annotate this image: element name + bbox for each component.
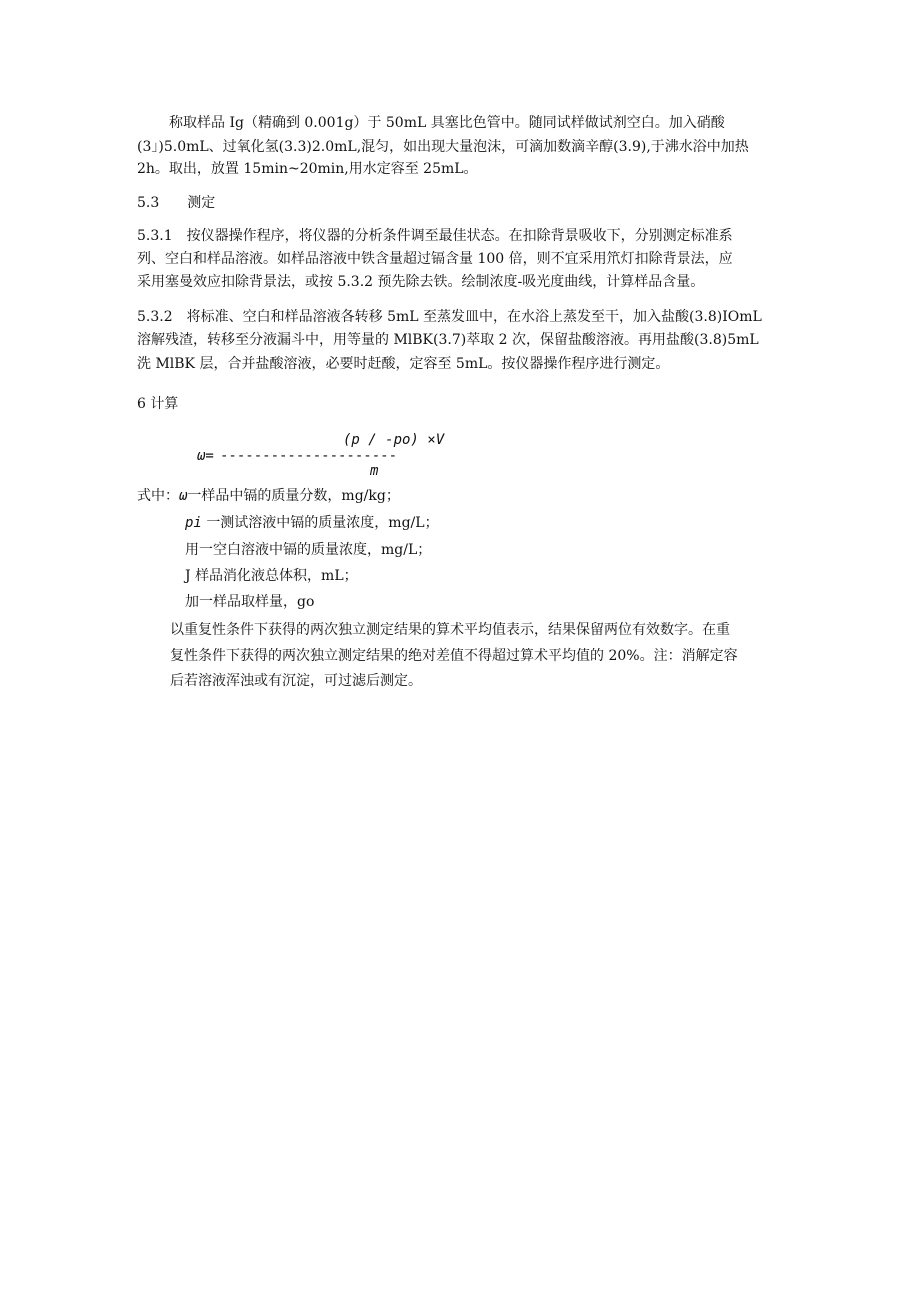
definitions-intro-label: 式中： bbox=[137, 488, 179, 504]
section-5-3-1-line-1: 5.3.1 按仪器操作程序，将仪器的分析条件调至最佳状态。在扣除背景吸收下，分别测定标准系 bbox=[137, 228, 733, 244]
section-6-heading: 6 计算 bbox=[137, 396, 179, 412]
definition-v: J 样品消化液总体积，mL； bbox=[185, 568, 358, 584]
section-5-3-1-line-2: 列、空白和样品溶液。如样品溶液中铁含量超过镉含量 100 倍，则不宜采用笊灯扣除背景法，应 bbox=[137, 251, 733, 267]
section-5-3-2-line-3: 洗 MlBK 层，合并盐酸溶液，必要时赶酸，定容至 5mL。按仪器操作程序进行测定。 bbox=[137, 356, 670, 372]
pi-symbol: pi bbox=[185, 515, 202, 531]
omega-symbol: ω bbox=[179, 488, 188, 504]
section-5-3-2-line-2: 溶解残渣，转移至分液漏斗中，用等量的 MlBK(3.7)萃取 2 次，保留盐酸溶液。再用盐酸(3.8)5mL bbox=[137, 332, 759, 348]
sample-prep-line-3: 2h。取出，放置 15min~20min,用水定容至 25mL。 bbox=[137, 161, 478, 177]
formula-lhs: ω= bbox=[197, 448, 214, 464]
section-5-3-heading: 5.3 测定 bbox=[137, 195, 216, 211]
section-5-3-2-line-1: 5.3.2 将标准、空白和样品溶液各转移 5mL 至蒸发皿中，在水浴上蒸发至干，加入盐酸(3.8)IOmL bbox=[137, 309, 762, 325]
formula-numerator: (p / -po) ×V bbox=[343, 432, 445, 448]
result-note-line-3: 后若溶液浑浊或有沉淀，可过滤后测定。 bbox=[170, 673, 422, 689]
sample-prep-line-2: (3」)5.0mL、过氧化氢(3.3)2.0mL,混匀，如出现大量泡沫，可滴加数滴辛醇(3.9),于沸水浴中加热 bbox=[137, 139, 749, 155]
section-5-3-1-line-3: 采用塞曼效应扣除背景法，或按 5.3.2 预先除去铁。绘制浓度-吸光度曲线，计算样品含量。 bbox=[137, 274, 705, 290]
sample-prep-line-1: 称取样品 Ig（精确到 0.001g）于 50mL 具塞比色管中。随同试样做试剂空白。加入硝酸 bbox=[169, 115, 725, 131]
definition-m: 加一样品取样量，go bbox=[185, 594, 315, 610]
pi-definition: 一测试溶液中镉的质量浓度，mg/L； bbox=[206, 515, 439, 531]
formula-fraction-bar: --------------------- bbox=[220, 448, 398, 464]
result-note-line-1: 以重复性条件下获得的两次独立测定结果的算术平均值表示，结果保留两位有效数字。在重 bbox=[170, 622, 730, 638]
definition-omega bbox=[137, 486, 400, 506]
definition-pi bbox=[185, 513, 439, 533]
omega-definition: 一样品中镉的质量分数，mg/kg； bbox=[187, 488, 400, 504]
definition-p0: 用一空白溶液中镉的质量浓度，mg/L； bbox=[185, 542, 432, 558]
formula-denominator: m bbox=[370, 463, 379, 479]
result-note-line-2: 复性条件下获得的两次独立测定结果的绝对差值不得超过算术平均值的 20%。注：消解定容 bbox=[170, 648, 738, 664]
